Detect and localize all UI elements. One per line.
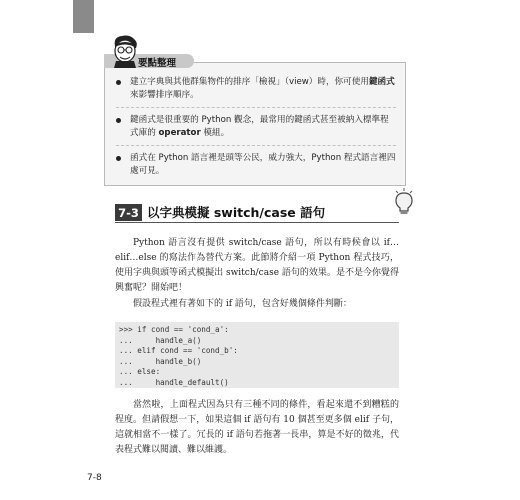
code-line: >>> if cond == 'cond_a': (119, 325, 229, 334)
summary-item-text: 函式在 Python 語言裡是頭等公民，威力強大，Python 程式語言裡四處可見。 (130, 153, 396, 176)
summary-item-text: 鍵函式是很重要的 Python 觀念，最常用的鍵函式甚至被納入標準程式庫的 (130, 115, 389, 138)
summary-list (116, 76, 396, 183)
code-line: ... handle_b() (119, 356, 202, 366)
code-line: ... elif cond == 'cond_b': (119, 346, 238, 355)
dashed-divider (116, 107, 396, 108)
code-line: ... handle_default() (119, 377, 229, 387)
code-line: ... else: (119, 367, 161, 376)
section-number-badge: 7-3 (115, 204, 142, 221)
summary-item (116, 152, 396, 178)
bullet-icon (116, 80, 121, 85)
paragraph-intro: Python 語言沒有提供 switch/case 語句，所以有時候會以 if…elif…else 的寫法作為替代方案。此節將介紹一項 Python 程式技巧，使用字典與頭等函式模擬出 switch/case 語句的效果。是不是今你覺得興奮呢？開始吧！ (115, 238, 399, 293)
code-line: ... handle_a() (119, 335, 202, 345)
lightbulb-icon (393, 188, 415, 216)
paragraph-example-lead: 假設程式裡有著如下的 if 語句，包含好幾個條件判斷： (133, 299, 352, 309)
code-block (115, 322, 399, 388)
summary-item-bold: operator (158, 128, 201, 138)
section-title: 以字典模擬 switch/case 語句 (147, 205, 326, 220)
chapter-side-tab (73, 0, 94, 33)
dashed-divider (116, 145, 396, 146)
summary-title: 要點整理 (138, 58, 177, 69)
summary-item-text-end: 來影響排序順序。 (130, 90, 199, 100)
summary-item (116, 114, 396, 140)
bullet-icon (116, 156, 121, 161)
summary-item-text-end: 模組。 (200, 128, 230, 138)
bullet-icon (116, 118, 121, 123)
paragraph-discussion: 當然啦，上面程式因為只有三種不同的條件，看起來還不到糟糕的程度。但請假想一下，如果這個 if 語句有 10 個甚至更多個 elif 子句，這就相當不一樣了。冗長的 if 語句若拖著一長串，算是不好的徵兆，代表程式難以閱讀、難以維護。 (115, 400, 399, 455)
summary-item-bold: 鍵函式 (368, 77, 395, 87)
mascot-icon (110, 34, 140, 68)
summary-item (116, 76, 396, 102)
summary-item-text: 建立字典與其他群集物件的排序「檢視」（view）時，你可使用 (130, 77, 369, 87)
page-number: 7-8 (87, 473, 102, 483)
section-divider (115, 222, 399, 223)
